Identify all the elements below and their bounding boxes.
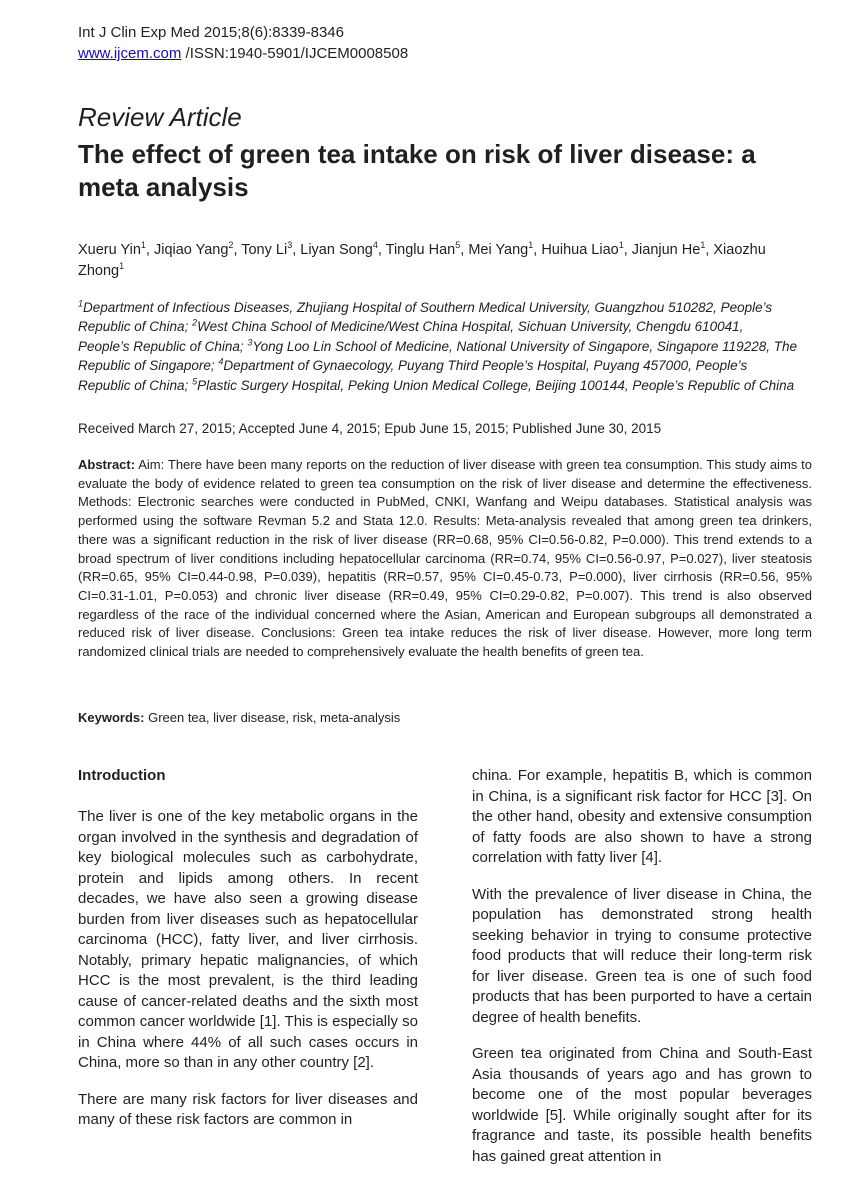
affiliation: $^1$Department of Infectious Diseases, Zhujiang Hospital of Southern Medical University, Guangzhou 510282, People’s Republic of China; (78, 298, 773, 335)
affiliation: $^5$Plastic Surgery Hospital, Peking Union Medical College, Beijing 100144, People’s Republic of China (192, 376, 795, 393)
affiliation: $^4$Department of Gynaecology, Puyang Third People’s Hospital, Puyang 457000, People’s Republic of China; (78, 356, 748, 393)
affiliations (78, 298, 798, 395)
author: Huihua Liao$^1$ (541, 240, 624, 258)
publication-dates: Received March 27, 2015; Accepted June 4, 2015; Epub June 15, 2015; Published June 30, 2015 (78, 421, 662, 436)
author: Jianjun He$^1$ (631, 240, 706, 258)
article-title: The effect of green tea intake on risk of liver disease: a meta analysis (78, 139, 756, 202)
article-type: Review Article (78, 102, 242, 132)
author: Xiaozhu Zhong$^1$ (78, 242, 766, 279)
abstract (78, 456, 812, 662)
left-column (78, 766, 418, 1147)
journal-links (78, 43, 408, 64)
affiliation: $^3$Yong Loo Lin School of Medicine, National University of Singapore, Singapore 119228, The Republic of Singapore; (78, 337, 797, 374)
journal-header (78, 22, 408, 64)
author: Liyan Song$^4$ (300, 240, 378, 258)
journal-citation: Int J Clin Exp Med 2015;8(6):8339-8346 (78, 24, 344, 41)
journal-website-link[interactable]: www.ijcem.com (78, 45, 182, 62)
author: Tinglu Han$^5$ (385, 240, 461, 258)
author: Mei Yang$^1$ (468, 240, 534, 258)
keywords-text: Green tea, liver disease, risk, meta-analysis (144, 710, 401, 725)
issn-text: /ISSN:1940-5901/IJCEM0008508 (181, 45, 409, 62)
keywords-label: Keywords: (78, 710, 145, 725)
body-paragraph: Green tea originated from China and South-East Asia thousands of years ago and has grown to become one of the most popular beverages worldwide [5]. While originally sought after for its fragrance and taste, its possible health benefits has gained great attention in (472, 1045, 812, 1165)
keywords (78, 709, 798, 727)
abstract-text: Aim: There have been many reports on the reduction of liver disease with green tea consumption. This study aims to evaluate the body of evidence related to green tea consumption on the risk of liver disease and determine the effectiveness. Methods: Electronic searches were conducted in PubMed, CNKI, Wanfang and Weipu databases. Statistical analysis was performed using the software Revman 5.2 and Stata 12.0. Results: Meta-analysis revealed that among green tea drinkers, there was a significant reduction in the risk of liver disease (RR=0.68, 95% CI=0.56-0.82, P=0.000). This trend extends to a broad spectrum of liver conditions including hepatocellular carcinoma (RR=0.74, 95% CI=0.56-0.97, P=0.027), liver steatosis (RR=0.65, 95% CI=0.44-0.98, P=0.039), hepatitis (RR=0.57, 95% CI=0.45-0.73, P=0.000), liver cirrhosis (RR=0.56, 95% CI=0.31-1.01, P=0.053) and chronic liver disease (RR=0.49, 95% CI=0.29-0.82, P=0.007). This trend is also observed regardless of the race of the individual concerned where the Asian, American and European subgroups all demonstrated a reduced risk of liver disease. Conclusions: Green tea intake reduces the risk of liver disease. However, more long term randomized clinical trials are needed to comprehensively evaluate the health benefits of green tea. (78, 457, 812, 660)
author: Tony Li$^3$ (241, 240, 293, 258)
body-paragraph: The liver is one of the key metabolic organs in the organ involved in the synthesis and degradation of key biological molecules such as carbohydrate, protein and lipids among others. In recent decades, we have also seen a growing disease burden from liver diseases such as hepatocellular carcinoma (HCC), fatty liver, and liver cirrhosis. Notably, primary hepatic malignancies, of which HCC is the most prevalent, is the third leading cause of cancer-related deaths and the sixth most common cancer worldwide [1]. This is especially so in China where 44% of all such cases occurs in China, more so than in any other country [2]. (78, 808, 418, 1071)
body-paragraph: china. For example, hepatitis B, which is common in China, is a significant risk factor for HCC [3]. On the other hand, obesity and extensive consumption of fatty foods are also shown to have a strong correlation with fatty liver [4]. (472, 767, 812, 866)
section-heading-introduction: Introduction (78, 767, 166, 784)
author: Jiqiao Yang$^2$ (153, 240, 234, 258)
body-paragraph: There are many risk factors for liver diseases and many of these risk factors are common in (78, 1090, 418, 1128)
body-paragraph: With the prevalence of liver disease in China, the population has demonstrated strong health seeking behavior in trying to consume protective food products that will reduce their long-term risk for liver disease. Green tea is one of such food products that has been purported to have a certain degree of health benefits. (472, 885, 812, 1026)
author: Xueru Yin$^1$ (78, 240, 146, 258)
abstract-label: Abstract: (78, 457, 136, 472)
right-column (472, 766, 812, 1183)
author-list: Xueru Yin$^1$, Jiqiao Yang$^2$, Tony Li$^3$, Liyan Song$^4$, Tinglu Han$^5$, Mei Yang$^1$, Huihua Liao$^1$, Jianjun He$^1$, Xiaozhu Zhong$^1$ (78, 240, 766, 279)
affiliation: $^2$West China School of Medicine/West China Hospital, Sichuan University, Chengdu 610041, People’s Republic of China; (78, 317, 744, 354)
